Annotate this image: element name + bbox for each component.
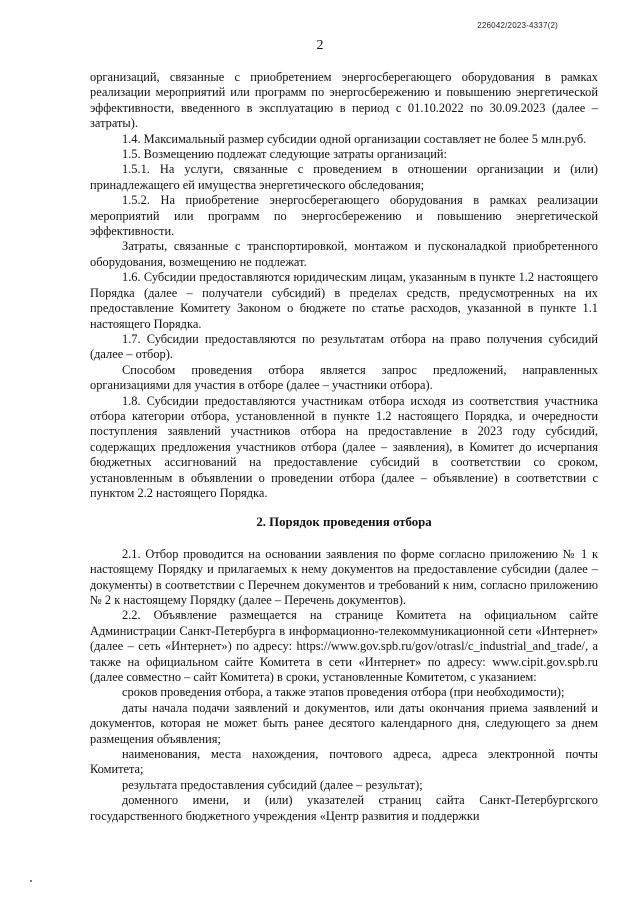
list-item-result: результата предоставления субсидий (далее – результат); <box>122 777 423 792</box>
paragraph-1-6: 1.6. Субсидии предоставляются юридическим лицам, указанным в пункте 1.2 настоящего Порядка (далее – получатели субсидий) в пределах средств, предусмотренных на их предоставление Комитету Законом о бюджете по статье расходов, указанной в пункте 1.1 настоящего Порядка. <box>90 270 598 331</box>
list-item-deadlines: сроков проведения отбора, а также этапов проведения отбора (при необходимости); <box>122 685 565 700</box>
list-item-domain: доменного имени, и (или) указателей страниц сайта Санкт-Петербургского государственного бюджетного учреждения «Центр развития и поддержки <box>90 793 598 823</box>
document-body <box>90 70 598 824</box>
page-number: 2 <box>316 38 324 53</box>
paragraph-2-1: 2.1. Отбор проводится на основании заявления по форме согласно приложению № 1 к настоящему Порядку и прилагаемых к нему документов на предоставление субсидии (далее – документы) в соответствии с Перечнем документов и требований к ним, согласно приложению № 2 к настоящему Порядку (далее – Перечень документов). <box>90 546 598 607</box>
paragraph-selection-method: Способом проведения отбора является запрос предложений, направленных организациями для участия в отборе (далее – участники отбора). <box>90 362 598 393</box>
scan-artifact <box>30 880 32 882</box>
paragraph-2-2: 2.2. Объявление размещается на странице Комитета на официальном сайте Администрации Санкт-Петербурга в информационно-телекоммуникационной сети «Интернет» (далее – сеть «Интернет») по адресу: https://www.gov.spb.ru/gov/otrasl/c_industrial_and_trade/, а также на официальном сайте Комитета в сети «Интернет» по адресу: www.cipit.gov.spb.ru (далее совместно – сайт Комитета) в сроки, установленные Комитетом, с указанием: <box>90 608 598 685</box>
paragraph-1-5: 1.5. Возмещению подлежат следующие затраты организаций: <box>122 147 447 162</box>
paragraph-continuation: организаций, связанные с приобретением энергосберегающего оборудования в рамках реализации мероприятий или программ по энергосбережению и повышению энергетической эффективности, введенного в эксплуатацию в период с 01.10.2022 по 30.09.2023 (далее – затраты). <box>90 70 598 131</box>
list-item-contacts: наименования, места нахождения, почтового адреса, адреса электронной почты Комитета; <box>90 747 598 777</box>
paragraph-1-5-1: 1.5.1. На услуги, связанные с проведением в отношении организации и (или) принадлежащего ей имущества энергетического обследования; <box>90 162 598 192</box>
list-item-dates: даты начала подачи заявлений и документов, или даты окончания приема заявлений и документов, которая не может быть ранее десятого календарного дня, следующего за днем размещения объявления; <box>90 700 598 746</box>
paragraph-1-8: 1.8. Субсидии предоставляются участникам отбора исходя из соответствия участника отбора категории отбора, установленной в пункте 1.2 настоящего Порядка, и очередности поступления заявлений участников отбора на предоставление в 2023 году субсидий, содержащих предложения участников отбора (далее – заявления), в Комитет до исчерпания бюджетных ассигнований на предоставление субсидий в соответствии со сроком, установленным в объявлении о проведении отбора (далее – объявление) в соответствии с пунктом 2.2 настоящего Порядка. <box>90 393 598 500</box>
section-2-heading: 2. Порядок проведения отбора <box>256 515 432 530</box>
paragraph-1-4: 1.4. Максимальный размер субсидии одной организации составляет не более 5 млн.руб. <box>122 131 587 146</box>
document-registration-number: 226042/2023-4337(2) <box>477 21 558 30</box>
paragraph-1-7: 1.7. Субсидии предоставляются по результатам отбора на право получения субсидий (далее – отбор). <box>90 331 598 362</box>
paragraph-1-5-2: 1.5.2. На приобретение энергосберегающего оборудования в рамках реализации мероприятий или программ по энергосбережению и повышению энергетической эффективности. <box>90 193 598 239</box>
paragraph-costs-excluded: Затраты, связанные с транспортировкой, монтажом и пусконаладкой приобретенного оборудования, возмещению не подлежат. <box>90 239 598 269</box>
